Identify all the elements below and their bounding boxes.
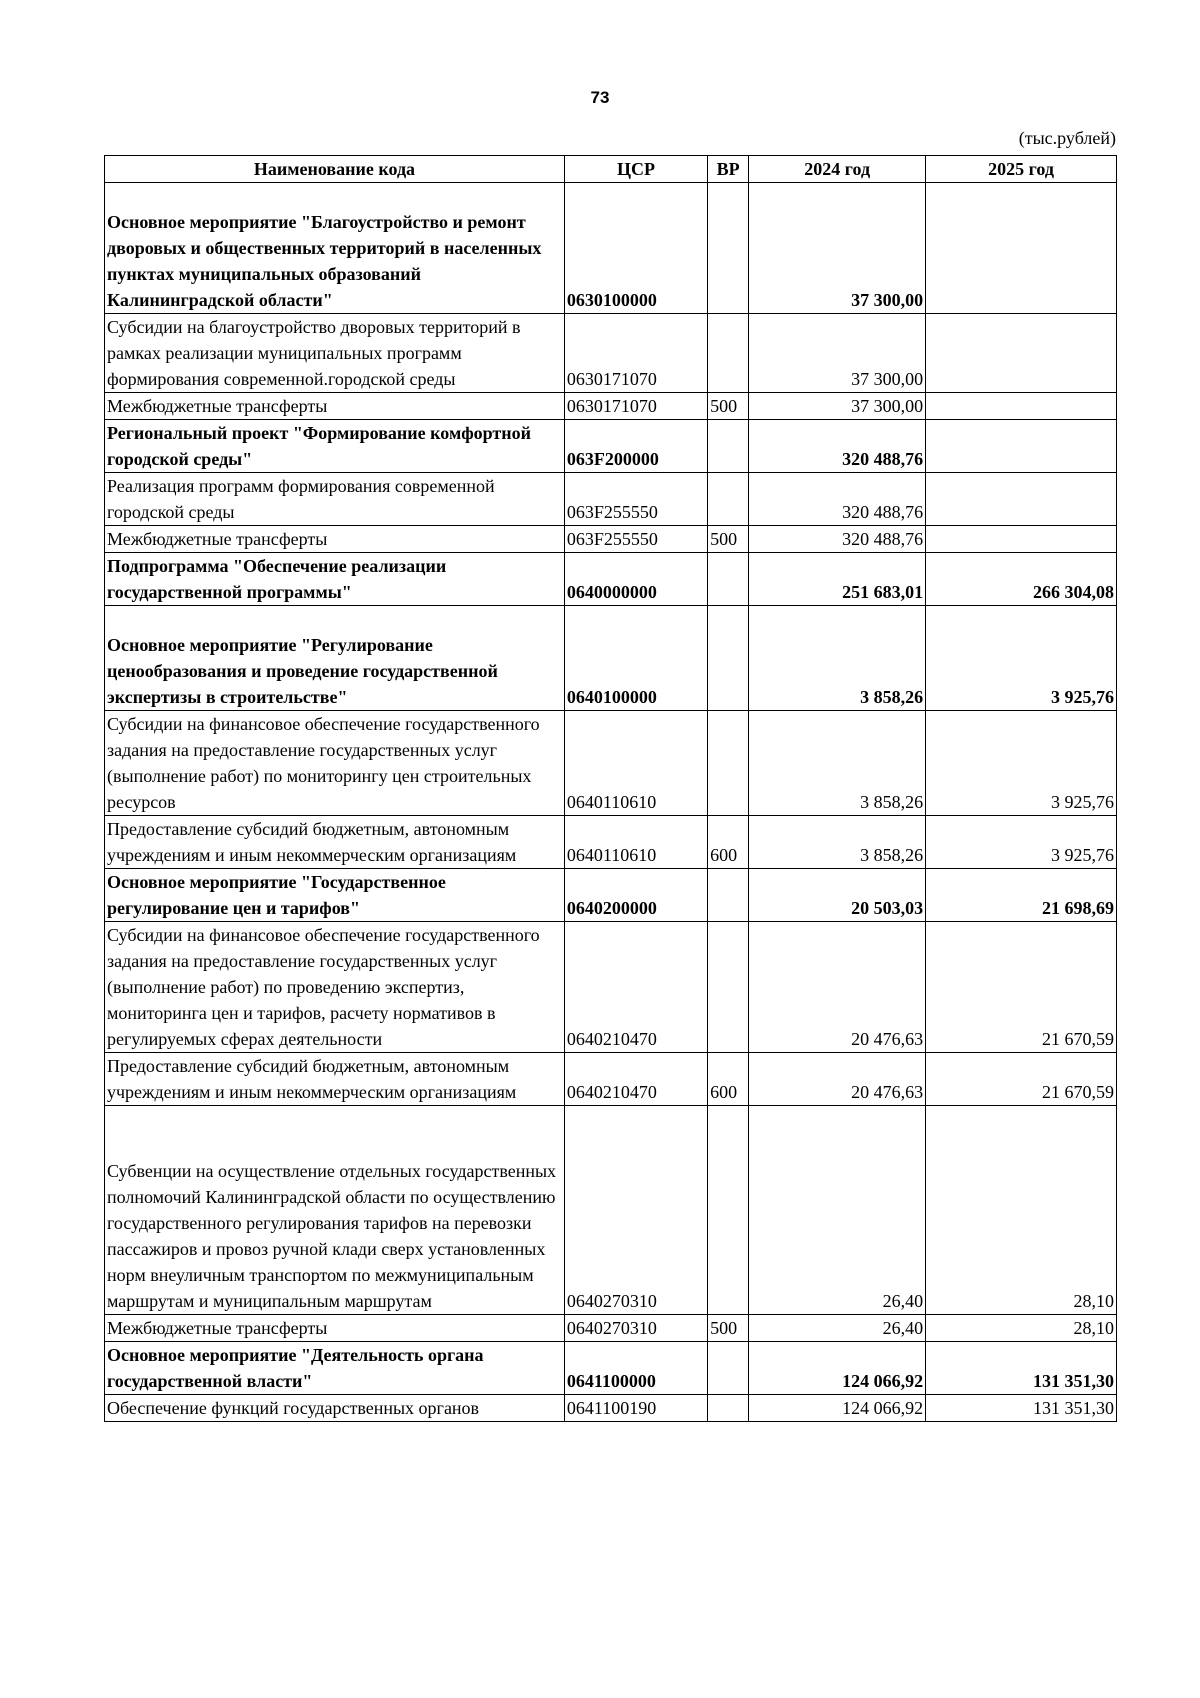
row-name: Предоставление субсидий бюджетным, автономным учреждениям и иным некоммерческим организациям — [107, 1056, 517, 1102]
table-row — [105, 1053, 1117, 1106]
row-2024: 37 300,00 — [851, 396, 924, 416]
row-csr: 0640110610 — [566, 792, 657, 812]
table-row — [105, 816, 1117, 869]
row-2024: 3 858,26 — [860, 845, 924, 865]
table-body — [105, 183, 1117, 1422]
header-csr: ЦСР — [564, 156, 707, 183]
table-row — [105, 314, 1117, 393]
row-csr: 063F255550 — [566, 502, 658, 522]
row-2024: 26,40 — [882, 1291, 924, 1311]
row-2024: 320 488,76 — [842, 529, 924, 549]
row-2025: 131 351,30 — [1033, 1398, 1114, 1418]
row-vr: 500 — [710, 1318, 738, 1338]
row-name: Основное мероприятие "Деятельность органа государственной власти" — [107, 1345, 484, 1391]
row-name: Межбюджетные трансферты — [107, 1318, 328, 1338]
row-vr: 500 — [710, 396, 738, 416]
row-csr: 0640000000 — [566, 582, 657, 602]
table-row — [105, 922, 1117, 1053]
row-vr: 600 — [710, 1082, 738, 1102]
row-csr: 0640200000 — [566, 898, 657, 918]
row-name: Обеспечение функций государственных органов — [107, 1398, 480, 1418]
row-csr: 0630171070 — [566, 369, 657, 389]
table-row — [105, 473, 1117, 526]
row-2025: 131 351,30 — [1033, 1371, 1114, 1391]
row-name: Предоставление субсидий бюджетным, автономным учреждениям и иным некоммерческим организациям — [107, 819, 517, 865]
header-name: Наименование кода — [105, 156, 565, 183]
row-name: Реализация программ формирования современной городской среды — [107, 476, 495, 522]
table-row — [105, 869, 1117, 922]
row-2024: 20 476,63 — [851, 1082, 924, 1102]
row-2024: 20 503,03 — [851, 898, 924, 918]
table-row — [105, 1315, 1117, 1342]
row-2024: 3 858,26 — [860, 687, 924, 707]
header-2024: 2024 год — [749, 156, 926, 183]
row-name: Субсидии на финансовое обеспечение государственного задания на предоставление государственных услуг (выполнение работ) по мониторингу цен строительных ресурсов — [107, 714, 540, 812]
row-name: Основное мероприятие "Регулирование ценообразования и проведение государственной экспертизы в строительстве" — [107, 635, 498, 707]
table-row — [105, 393, 1117, 420]
table-row — [105, 526, 1117, 553]
row-2024: 26,40 — [882, 1318, 924, 1338]
row-csr: 0640270310 — [566, 1318, 657, 1338]
row-name: Субсидии на финансовое обеспечение государственного задания на предоставление государственных услуг (выполнение работ) по проведению экспертиз, мониторинга цен и тарифов, расчету нормативов в регулируемых сферах деятельности — [107, 925, 540, 1049]
row-csr: 0630100000 — [566, 290, 657, 310]
row-csr: 0641100190 — [566, 1398, 657, 1418]
header-row — [105, 156, 1117, 183]
row-2024: 320 488,76 — [842, 502, 924, 522]
row-csr: 063F200000 — [566, 449, 659, 469]
row-name: Межбюджетные трансферты — [107, 529, 328, 549]
row-vr: 600 — [710, 845, 738, 865]
row-2024: 124 066,92 — [842, 1398, 924, 1418]
row-2024: 320 488,76 — [842, 449, 924, 469]
row-csr: 0640100000 — [566, 687, 657, 707]
row-2025: 3 925,76 — [1051, 792, 1114, 812]
row-csr: 0630171070 — [566, 396, 657, 416]
table-row — [105, 1106, 1117, 1315]
row-2025: 28,10 — [1073, 1318, 1114, 1338]
row-csr: 0640270310 — [566, 1291, 657, 1311]
row-csr: 0641100000 — [566, 1371, 656, 1391]
row-2025: 3 925,76 — [1051, 845, 1114, 865]
row-2025: 21 698,69 — [1042, 898, 1114, 918]
row-name: Субвенции на осуществление отдельных государственных полномочий Калининградской области по осуществлению государственного регулирования тарифов на перевозки пассажиров и провоз ручной клади сверх установленных норм внеуличным транспортом по межмуниципальным маршрутам и муниципальным маршрутам — [107, 1161, 557, 1311]
table-row — [105, 553, 1117, 606]
row-csr: 0640110610 — [566, 845, 657, 865]
row-2024: 20 476,63 — [851, 1029, 924, 1049]
row-2024: 3 858,26 — [860, 792, 924, 812]
row-csr: 0640210470 — [566, 1082, 657, 1102]
row-2025: 3 925,76 — [1051, 687, 1114, 707]
table-row — [105, 606, 1117, 711]
table-row — [105, 420, 1117, 473]
row-name: Основное мероприятие "Благоустройство и ремонт дворовых и общественных территорий в населенных пунктах муниципальных образований Калининградской области" — [107, 212, 542, 310]
row-csr: 063F255550 — [566, 529, 658, 549]
header-vr: ВР — [708, 156, 749, 183]
row-csr: 0640210470 — [566, 1029, 657, 1049]
row-2025: 21 670,59 — [1042, 1029, 1114, 1049]
units-label: (тыс.рублей) — [1018, 128, 1116, 148]
budget-table — [104, 155, 1117, 1422]
row-name: Субсидии на благоустройство дворовых территорий в рамках реализации муниципальных программ формирования современной.городской среды — [107, 317, 521, 389]
row-2025: 266 304,08 — [1033, 582, 1114, 602]
table-row — [105, 1342, 1117, 1395]
header-2025: 2025 год — [926, 156, 1117, 183]
row-name: Подпрограмма "Обеспечение реализации государственной программы" — [107, 556, 447, 602]
table-row — [105, 1395, 1117, 1422]
page-number: 73 — [590, 88, 610, 107]
table-row — [105, 711, 1117, 816]
row-2024: 251 683,01 — [842, 582, 924, 602]
row-name: Региональный проект "Формирование комфортной городской среды" — [107, 423, 532, 469]
row-2024: 37 300,00 — [851, 369, 924, 389]
row-2025: 28,10 — [1073, 1291, 1114, 1311]
row-2024: 37 300,00 — [851, 290, 924, 310]
row-2024: 124 066,92 — [842, 1371, 924, 1391]
row-name: Межбюджетные трансферты — [107, 396, 328, 416]
row-name: Основное мероприятие "Государственное регулирование цен и тарифов" — [107, 872, 446, 918]
table-row — [105, 183, 1117, 314]
row-vr: 500 — [710, 529, 738, 549]
row-2025: 21 670,59 — [1042, 1082, 1114, 1102]
